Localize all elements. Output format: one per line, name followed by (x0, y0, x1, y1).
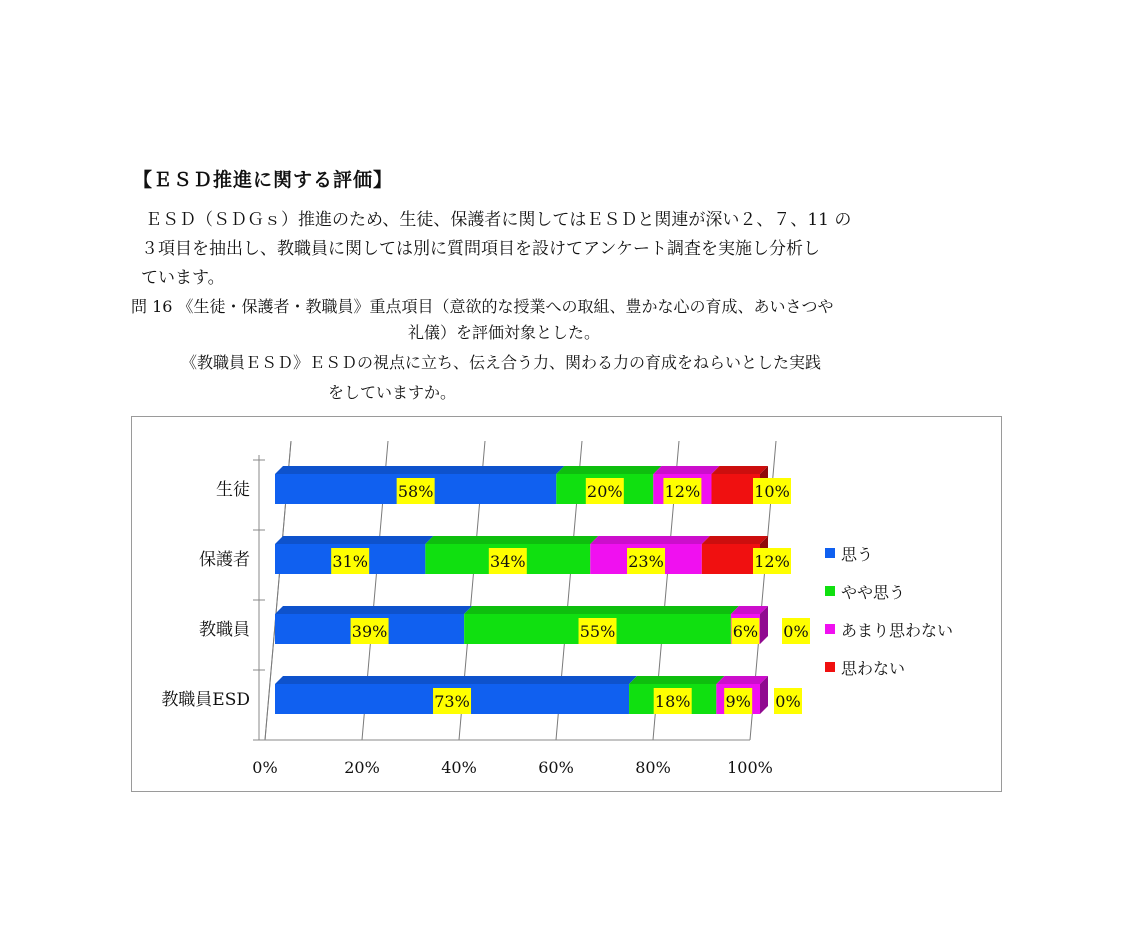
data-label: 10% (754, 482, 790, 501)
bar-top-face (275, 606, 472, 614)
legend-label-somewhat-disagree: あまり思わない (841, 620, 954, 640)
bar-top-face (653, 466, 719, 474)
legend-item-agree (825, 534, 953, 572)
category-label: 教職員 (199, 620, 250, 640)
question-line-1: 問 16 《生徒・保護者・教職員》重点項目（意欲的な授業への取組、豊かな心の育成、あいさつや (131, 297, 834, 316)
legend-swatch-somewhat-agree (825, 586, 835, 596)
data-label: 31% (332, 552, 368, 571)
intro-line-2: ３項目を抽出し、教職員に関しては別に質問項目を設けてアンケート調査を実施し分析し (141, 239, 820, 259)
x-tick-label: 20% (344, 758, 380, 777)
intro-line-1: ＥＳＤ（ＳＤＧｓ）推進のため、生徒、保護者に関してはＥＳＤと関連が深い２、７、11 の (145, 210, 852, 230)
x-tick-label: 80% (635, 758, 671, 777)
data-label: 73% (434, 692, 470, 711)
data-label: 12% (664, 482, 701, 501)
data-label: 39% (351, 622, 388, 641)
section-heading: 【ＥＳＤ推進に関する評価】 (133, 169, 394, 191)
bar-top-face (702, 536, 768, 544)
bar-top-face (275, 536, 433, 544)
data-label: 58% (397, 482, 434, 501)
legend-swatch-disagree (825, 662, 835, 672)
bar-segment (702, 544, 760, 574)
legend-item-somewhat-agree (825, 572, 953, 610)
x-tick-label: 100% (727, 758, 773, 777)
bar-top-face (464, 606, 739, 614)
data-label: 23% (628, 552, 664, 571)
intro-line-3: ています。 (141, 268, 225, 288)
legend-swatch-somewhat-disagree (825, 624, 835, 634)
bar-top-face (275, 466, 564, 474)
data-label: 20% (587, 482, 623, 501)
bar-segment (712, 474, 761, 504)
x-tick-label: 40% (441, 758, 477, 777)
bar-top-face (629, 676, 724, 684)
x-tick-label: 60% (538, 758, 574, 777)
bar-top-face (425, 536, 598, 544)
question-line-2: 礼儀）を評価対象とした。 (408, 323, 601, 342)
x-tick-label: 0% (252, 758, 278, 777)
bar-top-face (590, 536, 710, 544)
chart-legend (825, 534, 953, 686)
data-label: 55% (579, 622, 616, 641)
data-label: 0% (775, 692, 801, 711)
category-label: 教職員ESD (161, 690, 250, 710)
bar-top-face (712, 466, 769, 474)
question-line-4: をしていますか。 (328, 383, 457, 402)
data-label: 34% (490, 552, 526, 571)
legend-label-somewhat-agree: やや思う (841, 582, 906, 602)
category-label: 生徒 (216, 480, 250, 500)
legend-swatch-agree (825, 548, 835, 558)
data-label: 0% (783, 622, 809, 641)
data-label: 9% (725, 692, 751, 711)
legend-label-agree: 思う (841, 544, 874, 564)
question-line-3: 《教職員ＥＳＤ》ＥＳＤの視点に立ち、伝え合う力、関わる力の育成をねらいとした実践 (181, 353, 822, 372)
bar-top-face (716, 676, 768, 684)
data-label: 18% (654, 692, 691, 711)
bar-top-face (556, 466, 661, 474)
data-label: 12% (754, 552, 790, 571)
category-label: 保護者 (199, 550, 250, 570)
legend-item-somewhat-disagree (825, 610, 953, 648)
legend-item-disagree (825, 648, 953, 686)
bar-top-face (275, 676, 637, 684)
legend-label-disagree: 思わない (841, 658, 906, 678)
data-label: 6% (732, 622, 759, 641)
